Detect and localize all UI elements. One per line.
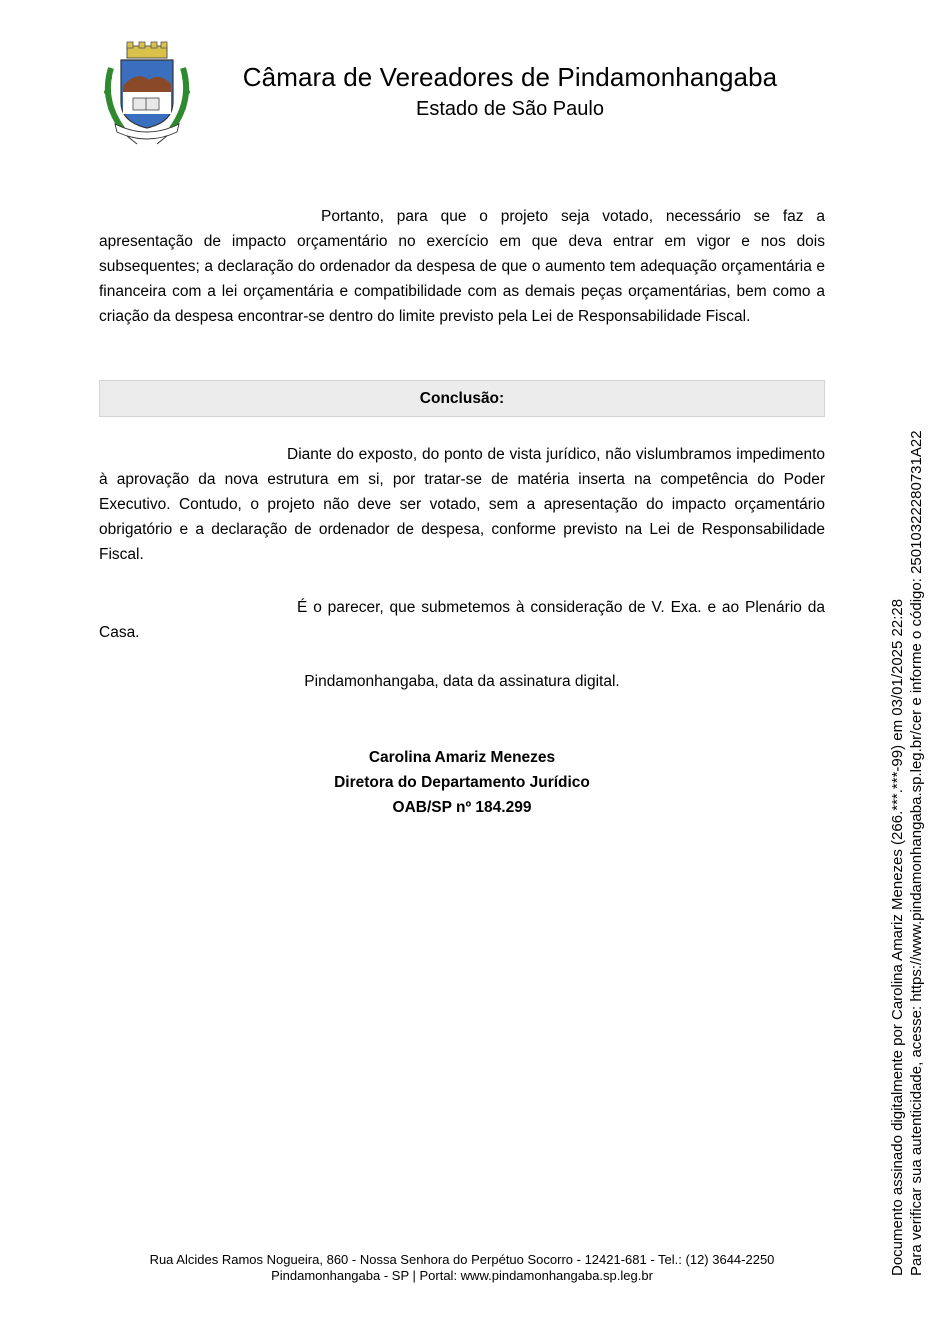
footer-portal: Pindamonhangaba - SP | Portal: www.pindamonhangaba.sp.leg.br bbox=[271, 1268, 653, 1283]
signer-role: Diretora do Departamento Jurídico bbox=[334, 774, 590, 791]
institution-title: Câmara de Vereadores de Pindamonhangaba bbox=[242, 62, 778, 92]
page-footer bbox=[99, 1252, 825, 1284]
municipal-coat-of-arms-icon bbox=[97, 40, 197, 146]
signature-block bbox=[99, 745, 825, 820]
signer-oab: OAB/SP nº 184.299 bbox=[392, 799, 532, 816]
body-paragraph-2: Diante do exposto, do ponto de vista jurídico, não vislumbramos impedimento à aprovação da nova estrutura em si, por tratar-se de matéria inserta na competência do Poder Executivo. Contudo, o projeto não deve ser votado, sem a apresentação do impacto orçamentário obrigatório e a declaração de ordenador de despesa, conforme previsto na Lei de Responsabilidade Fiscal. bbox=[99, 446, 825, 563]
place-date: Pindamonhangaba, data da assinatura digital. bbox=[304, 673, 620, 690]
stamp-line-1: Documento assinado digitalmente por Carolina Amariz Menezes (266.***.***-99) em 03/01/2025 22:28 bbox=[889, 598, 906, 1276]
footer-address: Rua Alcides Ramos Nogueira, 860 - Nossa Senhora do Perpétuo Socorro - 12421-681 - Tel.: (12) 3644-2250 bbox=[149, 1252, 775, 1267]
section-heading: Conclusão: bbox=[419, 390, 505, 407]
body-paragraph-3: É o parecer, que submetemos à consideração de V. Exa. e ao Plenário da Casa. bbox=[99, 599, 825, 641]
body-paragraph-1: Portanto, para que o projeto seja votado, necessário se faz a apresentação de impacto orçamentário no exercício em que deva entrar em vigor e nos dois subsequentes; a declaração do ordenador da despesa de que o aumento tem adequação orçamentária e financeira com a lei orçamentária e compatibilidade com as demais peças orçamentárias, bem como a criação da despesa encontrar-se dentro do limite previsto pela Lei de Responsabilidade Fiscal. bbox=[99, 208, 825, 325]
stamp-line-2: Para verificar sua autenticidade, acesse: https://www.pindamonhangaba.sp.leg.br/cer e informe o código: 25010322280731A22 bbox=[908, 430, 925, 1276]
section-heading-box bbox=[99, 380, 825, 417]
signer-name: Carolina Amariz Menezes bbox=[368, 749, 556, 766]
digital-signature-stamp bbox=[888, 366, 928, 1276]
institution-subtitle: Estado de São Paulo bbox=[416, 98, 604, 120]
